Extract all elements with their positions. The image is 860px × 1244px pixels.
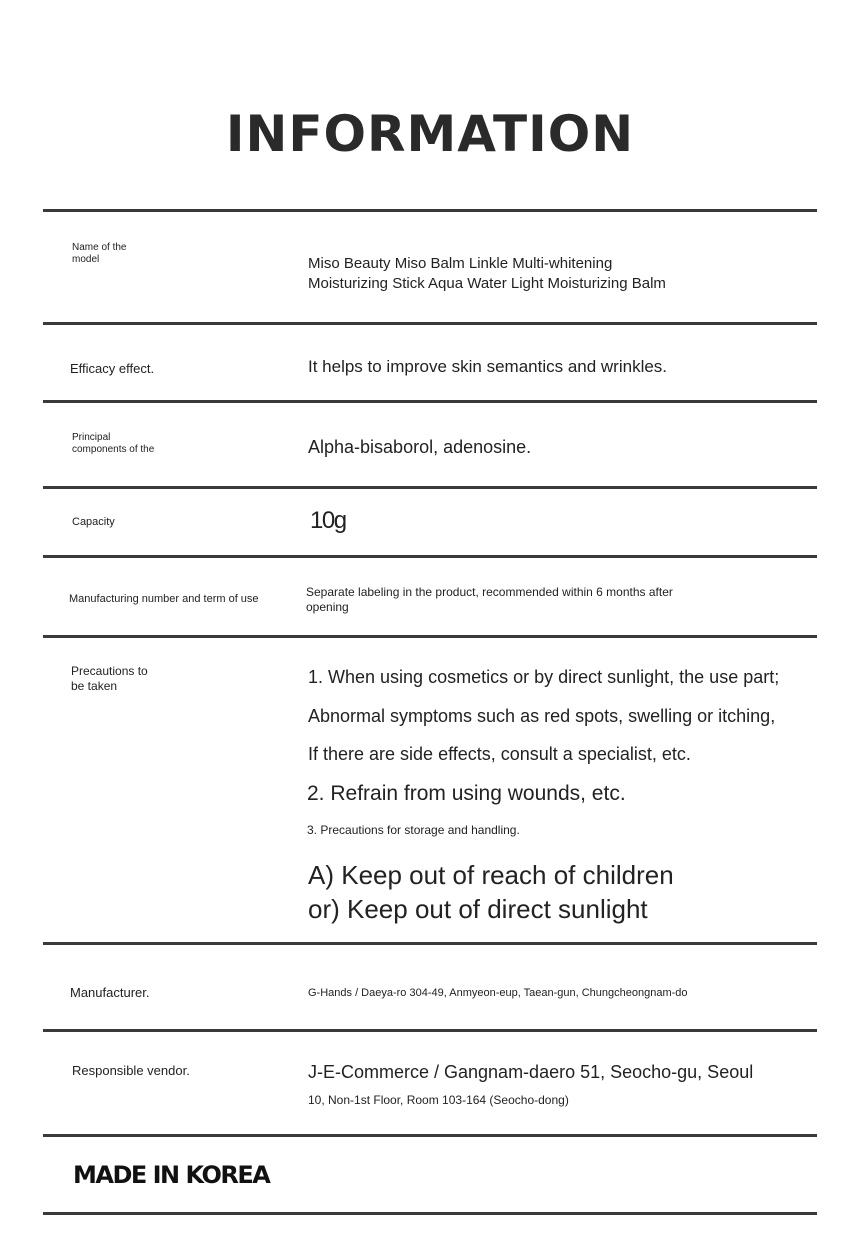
divider (43, 635, 817, 638)
precaution-line-7: or) Keep out of direct sunlight (308, 894, 648, 924)
manufacturing-value-line1: Separate labeling in the product, recommended within 6 months after (306, 585, 673, 599)
divider (43, 209, 817, 212)
precaution-line-4: 2. Refrain from using wounds, etc. (307, 782, 626, 805)
efficacy-value: It helps to improve skin semantics and wrinkles. (308, 357, 668, 376)
precautions-label (71, 664, 148, 694)
components-value: Alpha-bisaborol, adenosine. (308, 437, 532, 457)
manufacturing-value-line2: opening (306, 600, 349, 614)
divider (43, 942, 817, 945)
precautions-label-line2: be taken (71, 679, 118, 693)
capacity-label: Capacity (72, 516, 115, 528)
vendor-label: Responsible vendor. (72, 1063, 190, 1078)
model-value-line2: Moisturizing Stick Aqua Water Light Moisturizing Balm (308, 275, 666, 292)
divider (43, 400, 817, 403)
precaution-line-2: Abnormal symptoms such as red spots, swelling or itching, (308, 706, 776, 726)
divider (43, 1134, 817, 1137)
page-title: INFORMATION (225, 105, 635, 163)
vendor-value-line2: 10, Non-1st Floor, Room 103-164 (Seocho-dong) (308, 1093, 569, 1107)
precaution-line-6: A) Keep out of reach of children (308, 860, 674, 890)
model-value (308, 254, 666, 294)
components-label-line1: Principal (72, 432, 111, 443)
divider (43, 1212, 817, 1215)
capacity-value: 10g (310, 507, 346, 534)
vendor-value-line1: J-E-Commerce / Gangnam-daero 51, Seocho-gu, Seoul (308, 1062, 754, 1082)
model-value-line1: Miso Beauty Miso Balm Linkle Multi-whitening (308, 255, 613, 272)
components-label-line2: components of the (72, 444, 155, 455)
divider (43, 555, 817, 558)
precaution-line-1: 1. When using cosmetics or by direct sunlight, the use part; (308, 667, 780, 687)
manufacturer-value: G-Hands / Daeya-ro 304-49, Anmyeon-eup, Taean-gun, Chungcheongnam-do (308, 987, 688, 999)
model-label-line1: Name of the (72, 242, 127, 253)
efficacy-label: Efficacy effect. (70, 361, 155, 376)
manufacturing-value (306, 585, 673, 615)
model-label (72, 242, 126, 266)
precautions-label-line1: Precautions to (71, 664, 148, 678)
divider (43, 486, 817, 489)
divider (43, 1029, 817, 1032)
components-label (72, 432, 154, 456)
manufacturer-label: Manufacturer. (70, 985, 150, 1000)
precaution-line-3: If there are side effects, consult a specialist, etc. (308, 744, 691, 764)
divider (43, 322, 817, 325)
made-in-korea-label: MADE IN KOREA (73, 1161, 270, 1189)
manufacturing-label: Manufacturing number and term of use (69, 593, 259, 605)
model-label-line2: model (72, 254, 100, 265)
precaution-line-5: 3. Precautions for storage and handling. (307, 823, 520, 837)
